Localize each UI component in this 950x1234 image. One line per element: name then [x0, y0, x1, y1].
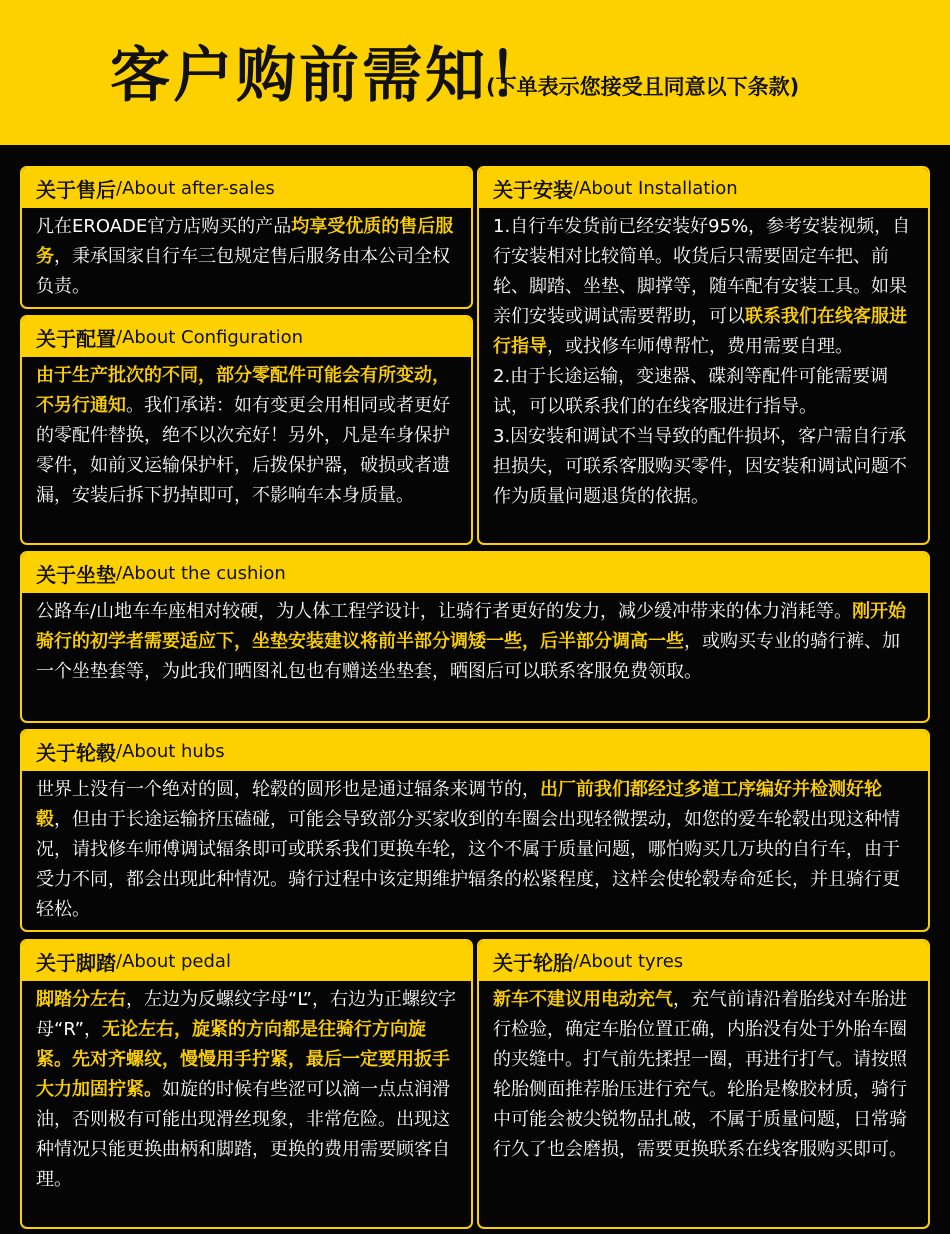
body-text: 公路车/山地车车座相对较硬，为人体工程学设计，让骑行者更好的发力，减少缓冲带来的体力消耗等。 [36, 601, 853, 622]
paragraph-1 [493, 212, 914, 362]
card-installation-body [479, 208, 928, 512]
highlight-text: 新车不建议用电动充气 [493, 989, 673, 1010]
body-text: ，或购买专业的骑行裤、加一个坐垫套等，为此我们晒图礼包也有赠送坐垫套，晒图后可以联系客服免费领取。 [36, 631, 900, 682]
card-tyres [477, 939, 930, 1229]
body-text: ，但由于长途运输挤压磕碰，可能会导致部分买家收到的车圈会出现轻微摆动，如您的爱车轮毂出现这种情况，请找修车师傅调试辐条即可或联系我们更换车轮，这个不属于质量问题，哪怕购买几万块的自行车，由于受力不同，都会出现此种情况。骑行过程中该定期维护辐条的松紧程度，这样会使轮毂寿命延长，并且骑行更轻松。 [36, 809, 900, 920]
section-title-en: /About pedal [116, 950, 231, 972]
body-text: 。我们承诺：如有变更会用相同或者更好的零配件替换，绝不以次充好！另外，凡是车身保护零件，如前叉运输保护杆，后拨保护器，破损或者遗漏，安装后拆下扔掉即可，不影响车本身质量。 [36, 395, 450, 506]
card-tyres-header [479, 941, 928, 981]
section-title-en: /About the cushion [116, 562, 286, 584]
card-installation [477, 166, 930, 545]
card-hubs-body [22, 771, 928, 925]
body-text: ，或找修车师傅帮忙，费用需要自理。 [547, 336, 853, 357]
card-configuration [20, 315, 473, 545]
page-subtitle: (下单表示您接受且同意以下条款) [486, 75, 800, 99]
body-text: 世界上没有一个绝对的圆，轮毂的圆形也是通过辐条来调节的， [36, 779, 540, 800]
body-text: 1.自行车发货前已经安装好95%，参考安装视频，自行安装相对比较简单。收货后只需要固定车把、前轮、脚踏、坐垫、脚撑等，随车配有安装工具。如果亲们安装或调试需要帮助，可以 [493, 216, 911, 327]
highlight-text: 刚开始骑行的初学者需要适应下，坐垫安装建议将前半部分调矮一些，后半部分调高一些 [36, 601, 907, 652]
card-hubs-header [22, 731, 928, 771]
card-aftersales-body [22, 208, 471, 302]
card-configuration-body [22, 357, 471, 511]
body-text: ，充气前请沿着胎线对车胎进行检验，确定车胎位置正确，内胎没有处于外胎车圈的夹缝中。打气前先揉捏一圈，再进行打气。请按照轮胎侧面推荐胎压进行充气。轮胎是橡胶材质，骑行中可能会被尖锐物品扎破，不属于质量问题，日常骑行久了也会磨损，需要更换联系在线客服购买即可。 [493, 989, 907, 1160]
highlight-text: 联系我们在线客服进行指导 [493, 306, 907, 357]
section-title-cn: 关于售后 [36, 177, 116, 202]
card-pedal-body [22, 981, 471, 1195]
section-title-cn: 关于安装 [493, 177, 573, 202]
section-title-en: /About Installation [573, 177, 738, 199]
section-title-cn: 关于脚踏 [36, 950, 116, 975]
section-title-cn: 关于配置 [36, 326, 116, 351]
card-tyres-body [479, 981, 928, 1165]
highlight-text: 由于生产批次的不同，部分零配件可能会有所变动，不另行通知 [36, 365, 450, 416]
card-configuration-header [22, 317, 471, 357]
section-title-cn: 关于坐垫 [36, 562, 116, 587]
body-text: ，秉承国家自行车三包规定售后服务由本公司全权负责。 [36, 246, 450, 297]
highlight-text: 无论左右，旋紧的方向都是往骑行方向旋紧。先对齐螺纹，慢慢用手拧紧，最后一定要用扳手大力加固拧紧。 [36, 1019, 450, 1100]
card-pedal [20, 939, 473, 1229]
card-aftersales [20, 166, 473, 309]
header-banner [0, 0, 950, 145]
highlight-text: 脚踏分左右 [36, 989, 126, 1010]
card-installation-header [479, 168, 928, 208]
section-title-en: /About after-sales [116, 177, 275, 199]
card-hubs [20, 729, 930, 932]
section-title-cn: 关于轮胎 [493, 950, 573, 975]
body-text: ，左边为反螺纹字母“L”，右边为正螺纹字母“R”， [36, 989, 456, 1040]
highlight-text: 出厂前我们都经过多道工序编好并检测好轮毂 [36, 779, 882, 830]
paragraph-3: 3.因安装和调试不当导致的配件损坏，客户需自行承担损失，可联系客服购买零件，因安装和调试问题不作为质量问题退货的依据。 [493, 426, 907, 507]
card-aftersales-header [22, 168, 471, 208]
card-cushion [20, 551, 930, 723]
page-title: 客户购前需知！ [110, 41, 551, 111]
section-title-en: /About hubs [116, 740, 225, 762]
section-title-en: /About tyres [573, 950, 684, 972]
section-title-cn: 关于轮毂 [36, 740, 116, 765]
highlight-text: 均享受优质的售后服务 [36, 216, 454, 267]
card-pedal-header [22, 941, 471, 981]
body-text: 如旋的时候有些涩可以滴一点点润滑油，否则极有可能出现滑丝现象，非常危险。出现这种情况只能更换曲柄和脚踏，更换的费用需要顾客自理。 [36, 1079, 450, 1190]
section-title-en: /About Configuration [116, 326, 304, 348]
card-cushion-body [22, 593, 928, 687]
paragraph-2: 2.由于长途运输，变速器、碟刹等配件可能需要调试，可以联系我们的在线客服进行指导。 [493, 366, 889, 417]
card-cushion-header [22, 553, 928, 593]
body-text: 凡在EROADE官方店购买的产品 [36, 216, 292, 237]
